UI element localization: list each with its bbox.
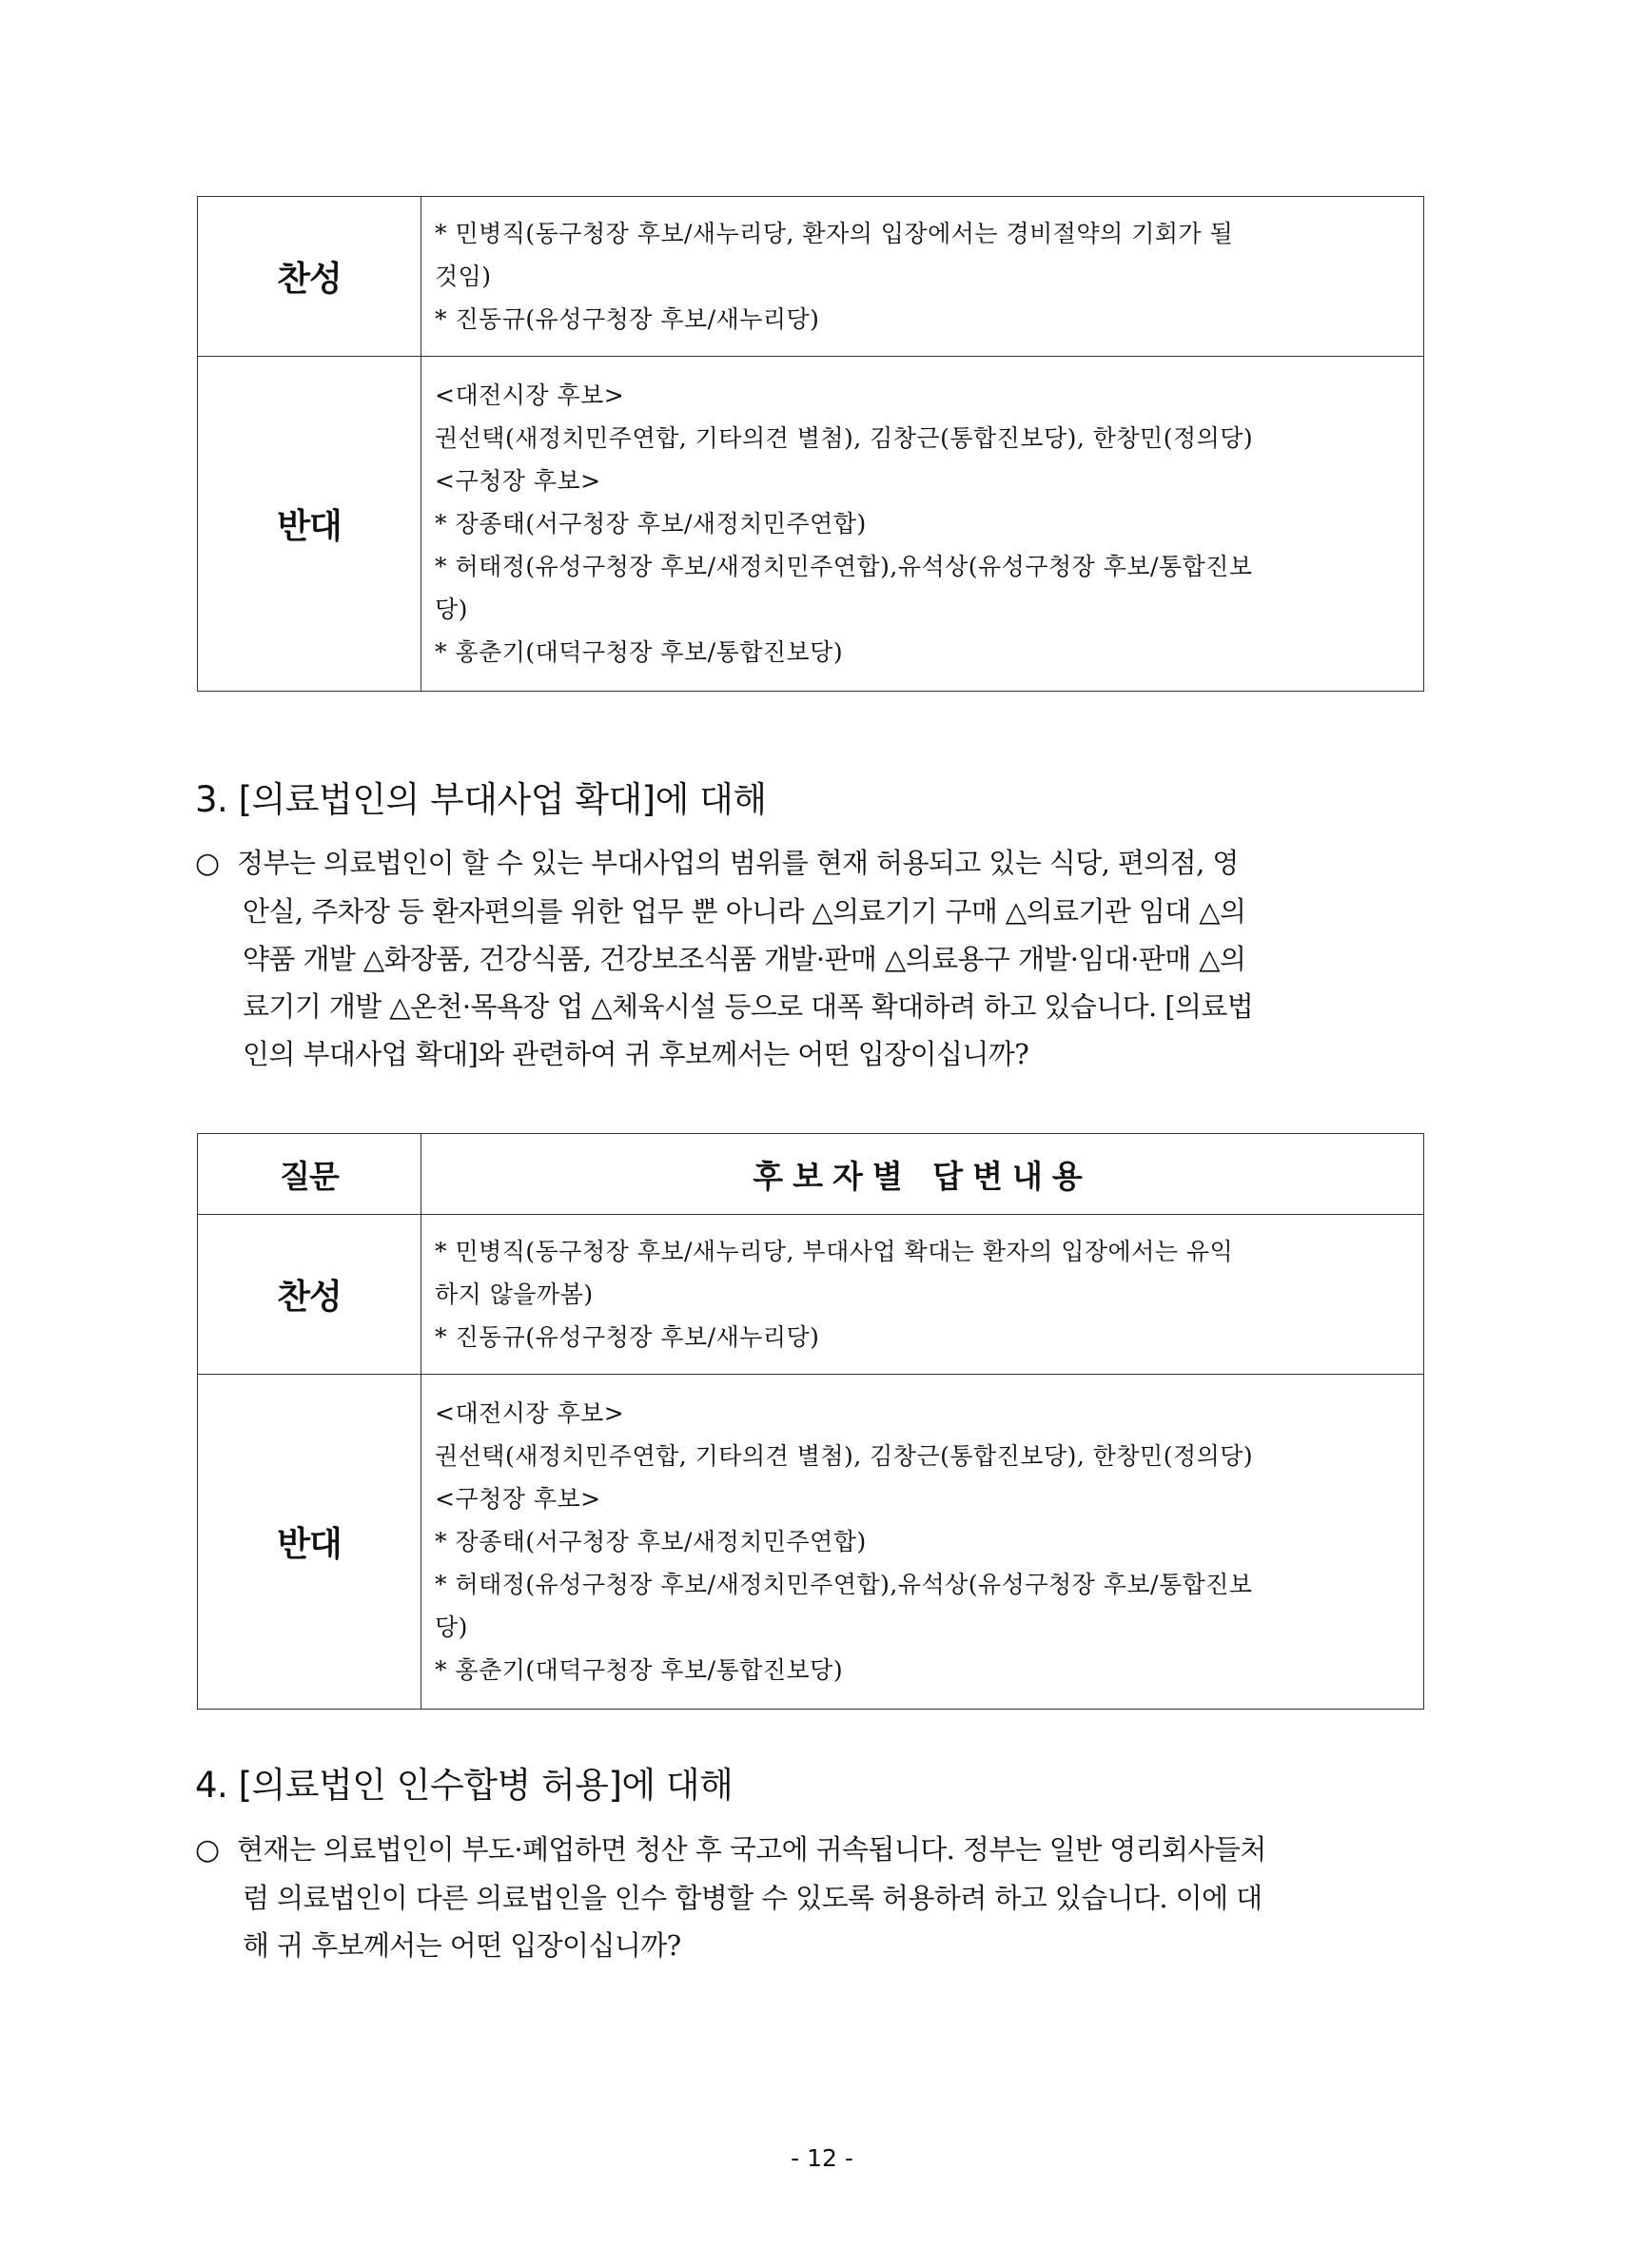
- answer-line: 것임): [435, 263, 492, 290]
- header-question: 질문: [198, 1134, 421, 1215]
- answer-line: <대전시장 후보>: [435, 1399, 625, 1427]
- answer-line: * 홍춘기(대덕구청장 후보/통합진보당): [435, 1656, 844, 1684]
- row-label-oppose: 반대: [198, 1375, 421, 1710]
- answer-line: 하지 않을까봄): [435, 1281, 594, 1308]
- answers-table-section3: [197, 1133, 1424, 1710]
- question-line: 럼 의료법인이 다른 의료법인을 인수 합병할 수 있도록 허용하려 하고 있습니다. 이에 대: [243, 1882, 1262, 1914]
- answer-line: 당): [435, 596, 468, 623]
- question-text: 현재는 의료법인이 부도·폐업하면 청산 후 국고에 귀속됩니다. 정부는 일반 영리회사들처: [237, 1833, 1266, 1866]
- table-row-agree: [198, 1215, 1424, 1375]
- answer-line: <대전시장 후보>: [435, 381, 625, 409]
- row-content-oppose: [421, 1375, 1424, 1710]
- answer-line: * 허태정(유성구청장 후보/새정치민주연합),유석상(유성구청장 후보/통합진보: [435, 1571, 1253, 1598]
- table-header-row: [198, 1134, 1424, 1215]
- answer-line: 권선택(새정치민주연합, 기타의견 별첨), 김창근(통합진보당), 한창민(정의당): [435, 424, 1254, 452]
- table-row-oppose: [198, 357, 1424, 692]
- row-content-agree: [421, 1215, 1424, 1375]
- section-question-3: [195, 839, 1428, 1078]
- answer-line: * 진동규(유성구청장 후보/새누리당): [435, 305, 820, 333]
- answer-line: <구청장 후보>: [435, 467, 601, 495]
- page-number: - 12 -: [791, 2144, 853, 2172]
- section-question-4: [195, 1826, 1428, 1969]
- question-line: 료기기 개발 △온천·목욕장 업 △체육시설 등으로 대폭 확대하려 하고 있습니다. [의료법: [243, 990, 1254, 1023]
- question-text: 정부는 의료법인이 할 수 있는 부대사업의 범위를 현재 허용되고 있는 식당, 편의점, 영: [237, 847, 1239, 879]
- answer-line: * 민병직(동구청장 후보/새누리당, 환자의 입장에서는 경비절약의 기회가 될: [435, 220, 1234, 247]
- question-line: [195, 839, 1428, 888]
- question-line: 해 귀 후보께서는 어떤 입장이십니까?: [243, 1929, 681, 1962]
- section-heading-3: 3. [의료법인의 부대사업 확대]에 대해: [195, 779, 767, 820]
- question-line: 안실, 주차장 등 환자편의를 위한 업무 뿐 아니라 △의료기기 구매 △의료기관 임대 △의: [243, 895, 1246, 928]
- question-line: 인의 부대사업 확대]와 관련하여 귀 후보께서는 어떤 입장이십니까?: [243, 1038, 1029, 1070]
- answer-line: <구청장 후보>: [435, 1485, 601, 1513]
- answer-line: * 장종태(서구청장 후보/새정치민주연합): [435, 510, 867, 538]
- answer-line: * 장종태(서구청장 후보/새정치민주연합): [435, 1528, 867, 1555]
- row-label-agree: 찬성: [198, 1215, 421, 1375]
- question-line: [195, 1826, 1428, 1874]
- table-row-oppose: [198, 1375, 1424, 1710]
- circle-bullet-icon: ○: [195, 847, 220, 880]
- answer-line: * 민병직(동구청장 후보/새누리당, 부대사업 확대는 환자의 입장에서는 유익: [435, 1238, 1234, 1265]
- circle-bullet-icon: ○: [195, 1833, 220, 1867]
- answer-line: 당): [435, 1613, 468, 1641]
- header-answers: 후보자별 답변내용: [421, 1134, 1424, 1215]
- row-content-oppose: [421, 357, 1424, 692]
- row-content-agree: [421, 197, 1424, 357]
- section-heading-4: 4. [의료법인 인수합병 허용]에 대해: [195, 1765, 734, 1806]
- answer-line: * 진동규(유성구청장 후보/새누리당): [435, 1323, 820, 1351]
- question-line: 약품 개발 △화장품, 건강식품, 건강보조식품 개발·판매 △의료용구 개발·임대·판매 △의: [243, 943, 1246, 975]
- answers-table-section2: [197, 196, 1424, 692]
- answer-line: * 홍춘기(대덕구청장 후보/통합진보당): [435, 638, 844, 666]
- answer-line: 권선택(새정치민주연합, 기타의견 별첨), 김창근(통합진보당), 한창민(정의당): [435, 1442, 1254, 1470]
- table-row-agree: [198, 197, 1424, 357]
- row-label-oppose: 반대: [198, 357, 421, 692]
- answer-line: * 허태정(유성구청장 후보/새정치민주연합),유석상(유성구청장 후보/통합진보: [435, 553, 1253, 580]
- row-label-agree: 찬성: [198, 197, 421, 357]
